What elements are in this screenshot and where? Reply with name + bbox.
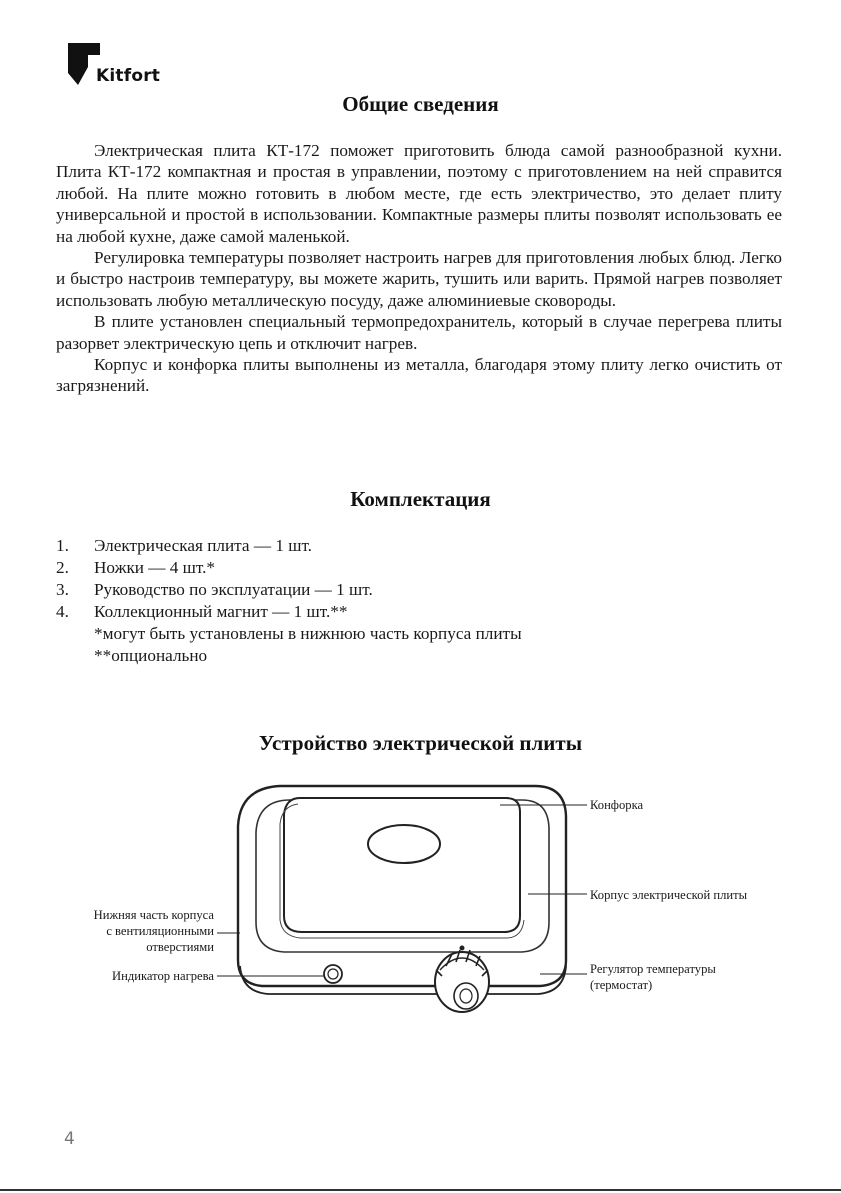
list-item [56, 579, 782, 601]
heading-general: Общие сведения [342, 92, 499, 116]
label-indicator: Индикатор нагрева [111, 969, 214, 983]
general-text [56, 140, 782, 397]
list-number: 1. [56, 536, 69, 555]
label-housing: Корпус электрической плиты [590, 888, 748, 902]
paragraph: Корпус и конфорка плиты выполнены из металла, благодаря этому плиту легко очистить от загрязнений. [56, 355, 782, 396]
label-line: с вентиляционными [106, 924, 214, 938]
list-text: Ножки — 4 шт.* [94, 558, 216, 577]
bottom-divider [0, 1189, 841, 1191]
list-text: Руководство по эксплуатации — 1 шт. [94, 580, 373, 599]
heading-device: Устройство электрической плиты [258, 731, 583, 755]
label-regulator [590, 961, 716, 993]
page-number: 4 [64, 1129, 75, 1149]
list-text: Электрическая плита — 1 шт. [94, 536, 312, 555]
label-bottom-part [40, 907, 214, 955]
contents-list [56, 535, 782, 667]
paragraph: Электрическая плита КТ-172 поможет приготовить блюда самой разнообразной кухни. Плита КТ-172 компактная и простая в управлении, поэтому с приготовлением на ней справится любой. На плите можно готовить в любом месте, где есть электричество, это делает плиту универсальной и простой в использовании. Компактные размеры плиты позволят использовать ее на любой кухне, даже самой маленькой. [56, 141, 782, 246]
label-line: отверстиями [146, 940, 214, 954]
brand-logo [66, 41, 206, 91]
label-line: Регулятор температуры [590, 962, 716, 976]
stove-diagram [0, 770, 841, 1070]
paragraph: Регулировка температуры позволяет настроить нагрев для приготовления любых блюд. Легко и быстро настроив температуру, вы можете жарить, тушить или варить. Прямой нагрев позволяет использовать любую металлическую посуду, даже алюминиевые сковороды. [56, 248, 782, 310]
list-item [56, 557, 782, 579]
heading-contents: Комплектация [350, 487, 491, 511]
paragraph: В плите установлен специальный термопредохранитель, который в случае перегрева плиты разорвет электрическую цепь и отключит нагрев. [56, 312, 782, 353]
brand-name: Kitfort [96, 66, 161, 86]
list-text: Коллекционный магнит — 1 шт.** [94, 602, 348, 621]
label-burner: Конфорка [590, 798, 644, 812]
list-item [56, 535, 782, 557]
list-item [56, 601, 782, 623]
footnote: **опционально [94, 646, 208, 665]
list-number: 4. [56, 602, 69, 621]
label-line: Нижняя часть корпуса [93, 908, 214, 922]
label-line: (термостат) [590, 978, 653, 992]
list-number: 3. [56, 580, 69, 599]
list-number: 2. [56, 558, 69, 577]
footnote: *могут быть установлены в нижнюю часть корпуса плиты [94, 624, 522, 643]
